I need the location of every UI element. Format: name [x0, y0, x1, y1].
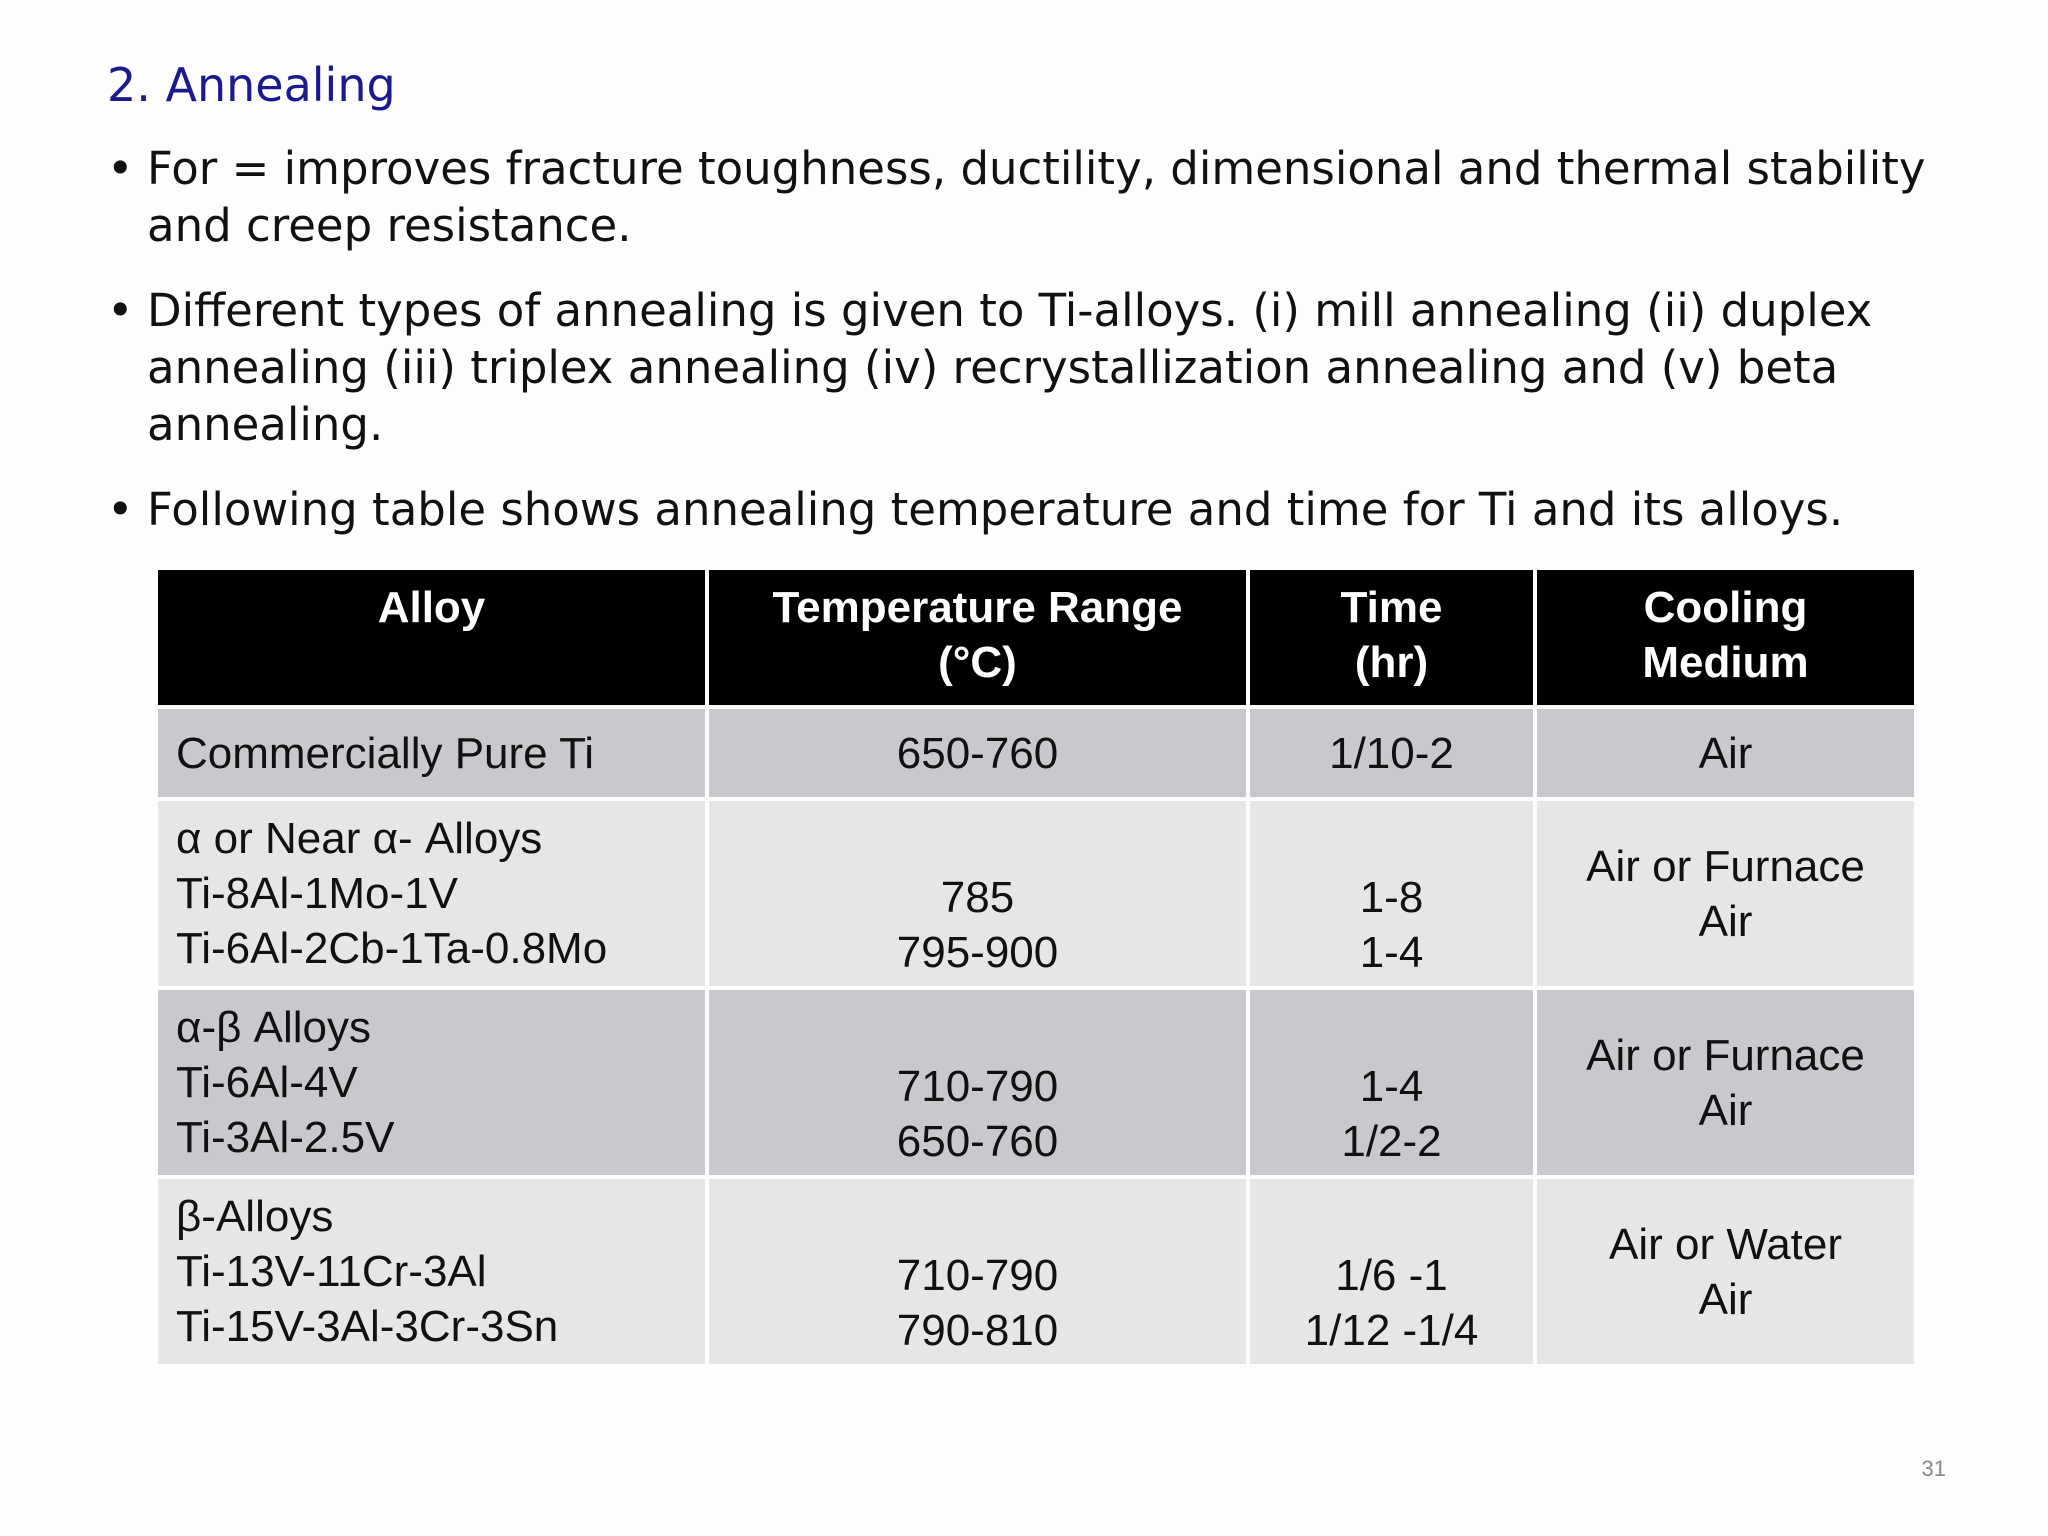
header-temp-line2: (°C) — [938, 638, 1017, 687]
cooling-line: Air or Furnace — [1586, 841, 1865, 891]
page-number: 31 — [1921, 1456, 1946, 1481]
cell-cooling — [1535, 799, 1916, 988]
time-line: 1/10-2 — [1329, 728, 1454, 778]
cell-temperature — [707, 988, 1248, 1177]
alloy-group-label: α or Near α- Alloys — [176, 814, 543, 863]
cooling-line: Air or Water — [1608, 1219, 1843, 1269]
temp-line: 795-900 — [896, 928, 1059, 977]
cell-temperature — [707, 799, 1248, 988]
cooling-line: Air — [1698, 1085, 1753, 1135]
time-line: 1/2-2 — [1341, 1117, 1442, 1166]
bullet-list — [107, 140, 1927, 538]
alloy-line: Ti-3Al-2.5V — [176, 1113, 395, 1162]
header-cooling-medium — [1535, 568, 1916, 707]
table-row — [156, 707, 1916, 799]
time-line: 1/6 -1 — [1335, 1251, 1448, 1300]
bullet-item — [107, 282, 1927, 453]
alloy-line: Commercially Pure Ti — [176, 728, 595, 778]
alloy-group-label: α-β Alloys — [176, 1003, 371, 1052]
cell-temperature — [707, 707, 1248, 799]
bullet-item — [107, 481, 1927, 538]
cell-cooling — [1535, 988, 1916, 1177]
header-alloy — [156, 568, 707, 707]
time-line: 1-4 — [1359, 1062, 1424, 1111]
time-line: 1-8 — [1359, 873, 1424, 922]
alloy-group-label: β-Alloys — [176, 1192, 334, 1241]
alloy-line: Ti-8Al-1Mo-1V — [176, 869, 458, 918]
temp-line: 710-790 — [896, 1062, 1059, 1111]
table-row — [156, 1177, 1916, 1366]
cell-alloy — [156, 799, 707, 988]
cell-cooling — [1535, 1177, 1916, 1366]
cooling-line: Air or Furnace — [1586, 1030, 1865, 1080]
table-row — [156, 988, 1916, 1177]
header-time-line2: (hr) — [1354, 638, 1429, 687]
header-temperature — [707, 568, 1248, 707]
bullet-text: Following table shows annealing temperature and time for Ti and its alloys. — [147, 483, 1844, 536]
bullet-glyph: • — [107, 483, 134, 536]
temp-line: 710-790 — [896, 1251, 1059, 1300]
temp-line: 785 — [940, 873, 1015, 922]
header-cool-line2: Medium — [1642, 638, 1809, 687]
cell-time — [1248, 707, 1535, 799]
slide-title: 2. Annealing — [107, 58, 396, 112]
cell-alloy — [156, 1177, 707, 1366]
header-time-line1: Time — [1340, 583, 1443, 632]
annealing-table — [154, 566, 1918, 1368]
cooling-line: Air — [1698, 728, 1753, 778]
alloy-line: Ti-13V-11Cr-3Al — [176, 1247, 487, 1296]
cell-time — [1248, 988, 1535, 1177]
header-cool-line1: Cooling — [1643, 583, 1808, 632]
cell-cooling — [1535, 707, 1916, 799]
alloy-line: Ti-6Al-4V — [176, 1058, 358, 1107]
header-time — [1248, 568, 1535, 707]
bullet-text: Different types of annealing is given to Ti-alloys. (i) mill annealing (ii) duplex annealing (iii) triplex annealing (iv) recrystallization annealing and (v) beta annealing. — [147, 284, 1873, 451]
cell-time — [1248, 1177, 1535, 1366]
cell-time — [1248, 799, 1535, 988]
table-header-row — [156, 568, 1916, 707]
time-line: 1-4 — [1359, 928, 1424, 977]
temp-line: 650-760 — [896, 728, 1059, 778]
bullet-item — [107, 140, 1927, 254]
cell-alloy — [156, 707, 707, 799]
time-line: 1/12 -1/4 — [1304, 1306, 1479, 1355]
alloy-line: Ti-15V-3Al-3Cr-3Sn — [176, 1302, 559, 1351]
cell-alloy — [156, 988, 707, 1177]
bullet-text: For = improves fracture toughness, ductility, dimensional and thermal stability and creep resistance. — [147, 142, 1926, 252]
cell-temperature — [707, 1177, 1248, 1366]
cooling-line: Air — [1698, 896, 1753, 946]
cooling-line: Air — [1698, 1274, 1753, 1324]
header-alloy-label: Alloy — [377, 583, 486, 632]
alloy-line: Ti-6Al-2Cb-1Ta-0.8Mo — [176, 924, 608, 973]
header-temp-line1: Temperature Range — [772, 583, 1183, 632]
bullet-glyph: • — [107, 142, 134, 195]
temp-line: 650-760 — [896, 1117, 1059, 1166]
temp-line: 790-810 — [896, 1306, 1059, 1355]
annealing-table-wrapper — [154, 566, 1918, 1368]
table-row — [156, 799, 1916, 988]
bullet-glyph: • — [107, 284, 134, 337]
